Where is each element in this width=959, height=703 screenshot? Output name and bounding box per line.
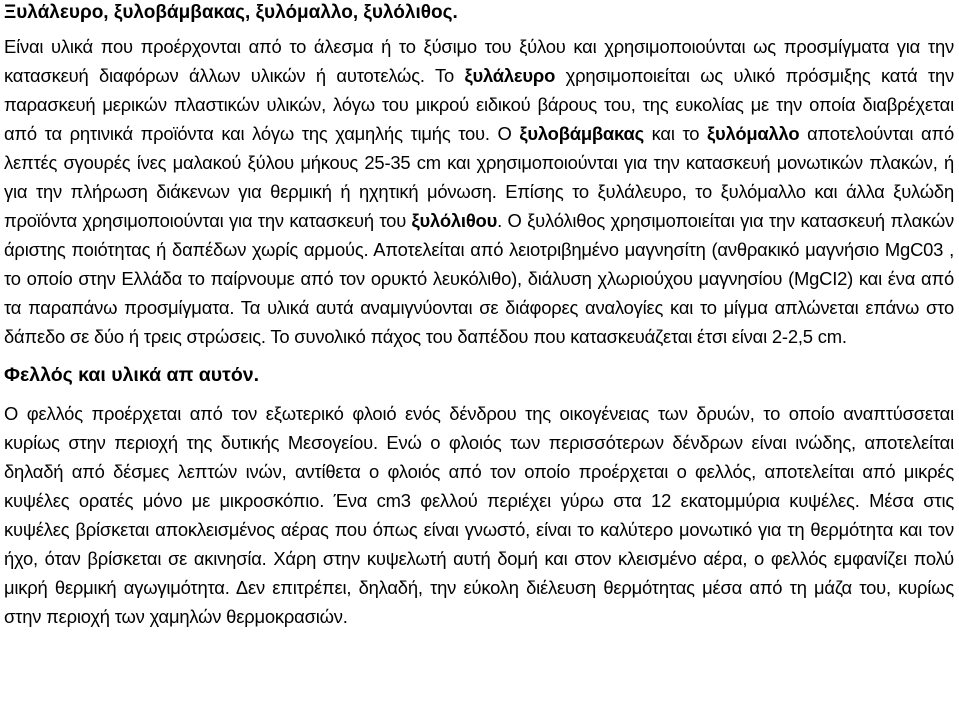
section-title-wood-products: Ξυλάλευρο, ξυλοβάμβακας, ξυλόμαλλο, ξυλόλιθος. xyxy=(4,2,458,23)
text-run: και το xyxy=(643,123,708,144)
text-run: αποτελούνται από λεπτές σγουρές ίνες μαλακού ξύλου μήκους 25-35 cm και χρησιμοποιούνται για την κατασκευή μονωτικών πλακών, ή για την πλήρωση διάκενων για θερμική ή ηχητική μόνωση. Επίσης το ξυλάλευρο, το ξυλόμαλλο και άλλα ξυλώδη προϊόντα χρησιμοποιούνται για την κατασκευή του xyxy=(4,123,954,231)
section-title-cork: Φελλός και υλικά απ αυτόν. xyxy=(4,364,260,386)
term-xylaleuro: ξυλάλευρο xyxy=(464,65,556,86)
text-run: χρησιμοποιείται ως υλικό πρόσμιξης κατά την παρασκευή μερικών πλαστικών υλικών, λόγω του μικρού ειδικού βάρους του, της ευκολίας με την οποία διαβρέχεται από τα ρητινικά προϊόντα και λόγω της χαμηλής τιμής του. Ο xyxy=(4,65,954,144)
term-xylovamvakas: ξυλοβάμβακας xyxy=(519,123,644,144)
text-run: Είναι υλικά που προέρχονται από το άλεσμα ή το ξύσιμο του ξύλου και χρησιμοποιούνται ως προσμίγματα για την κατασκευή διαφόρων άλλων υλικών ή αυτοτελώς. Το xyxy=(4,36,954,86)
paragraph-cork: Ο φελλός προέρχεται από τον εξωτερικό φλοιό ενός δένδρου της οικογένειας των δρυών, το οποίο αναπτύσσεται κυρίως στην περιοχή της δυτικής Μεσογείου. Ενώ ο φλοιός των περισσότερων δένδρων είναι ινώδης, αποτελείται δηλαδή από δέσμες λεπτών ινών, αντίθετα ο φλοιός από τον οποίο προέρχεται ο φελλός, αποτελείται από μικρές κυψέλες ορατές μόνο με μικροσκόπιο. Ένα cm3 φελλού περιέχει γύρω στα 12 εκατομμύρια κυψέλες. Μέσα στις κυψέλες βρίσκεται αποκλεισμένος αέρας που όπως είναι γνωστό, είναι το καλύτερο μονωτικό για τη θερμότητα και τον ήχο, όταν βρίσκεται σε ακινησία. Χάρη στην κυψελωτή αυτή δομή και στον κλεισμένο αέρα, ο φελλός εμφανίζει πολύ μικρή θερμική αγωγιμότητα. Δεν επιτρέπει, δηλαδή, την εύκολη διέλευση θερμότητας μέσα από τη μάζα του, κυρίως στην περιοχή των χαμηλών θερμοκρασιών. xyxy=(4,403,954,627)
text-run: . Ο ξυλόλιθος χρησιμοποιείται για την κατασκευή πλακών άριστης ποιότητας ή δαπέδων χωρίς αρμούς. Αποτελείται από λειοτριβημένο μαγνησίτη (ανθρακικό μαγνήσιο MgC03 , το οποίο στην Ελλάδα το παίρνουμε από τον ορυκτό λευκόλιθο), διάλυση χλωριούχου μαγνησίου (MgCI2) και ένα από τα παραπάνω προσμίγματα. Τα υλικά αυτά αναμιγνύονται σε διάφορες αναλογίες και το μίγμα απλώνεται επάνω στο δάπεδο σε δύο ή τρεις στρώσεις. Το συνολικό πάχος του δαπέδου που κατασκευάζεται έτσι είναι 2-2,5 cm. xyxy=(4,210,954,347)
term-xylomallo: ξυλόμαλλο xyxy=(707,123,800,144)
term-xylolithos: ξυλόλιθου xyxy=(411,210,498,231)
paragraph-wood-products xyxy=(4,32,954,351)
